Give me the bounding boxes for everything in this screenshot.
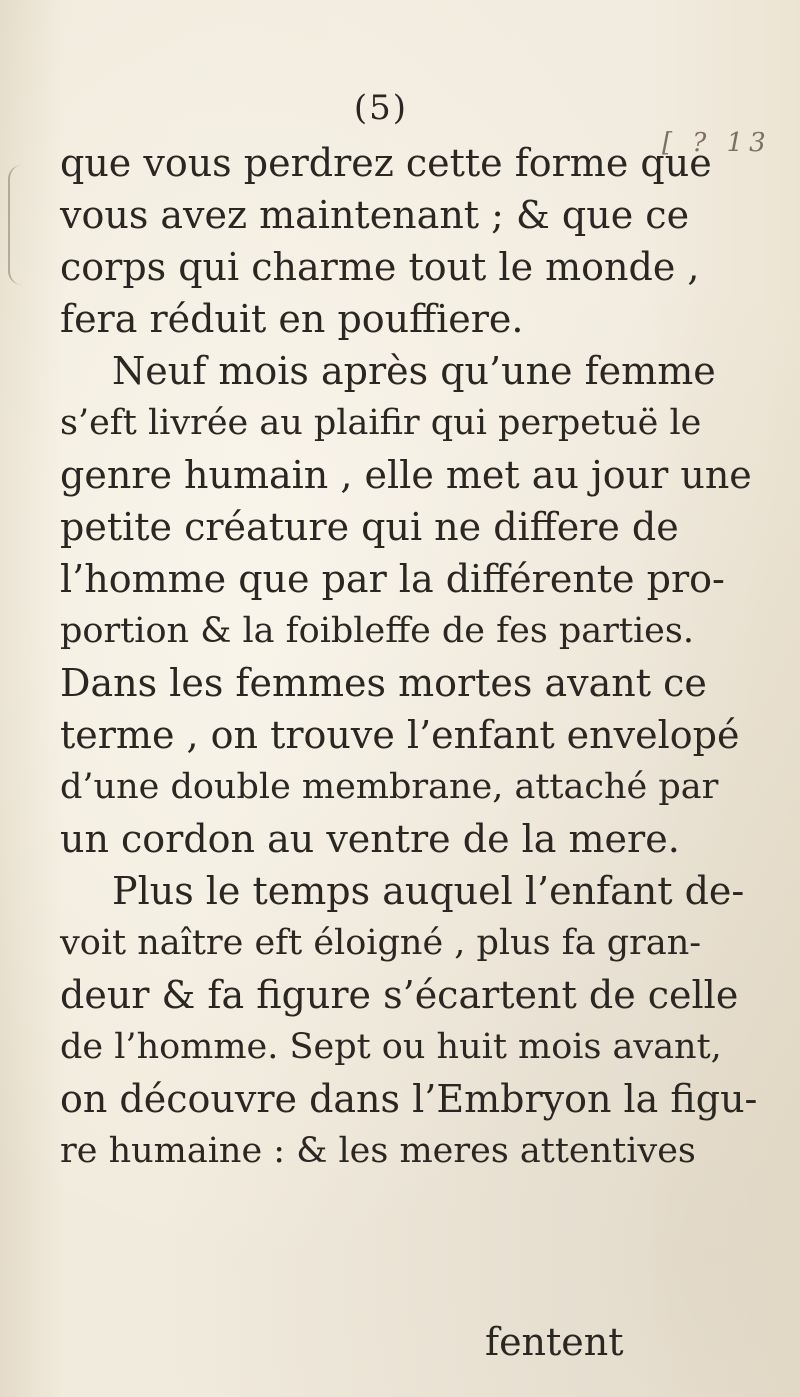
catchword: fentent: [485, 1320, 624, 1364]
text-line: l’homme que par la différente pro-: [60, 557, 725, 601]
text-line: d’une double membrane, attaché par: [60, 767, 719, 807]
text-line: corps qui charme tout le monde ,: [60, 245, 700, 289]
text-line: petite créature qui ne differe de: [60, 505, 679, 549]
text-line: que vous perdrez cette forme que: [60, 141, 712, 185]
text-line: un cordon au ventre de la mere.: [60, 817, 680, 861]
text-line: portion & la foibleffe de fes parties.: [60, 611, 694, 651]
paragraph-start-line: Plus le temps auquel l’enfant de-: [112, 869, 745, 913]
text-line: re humaine : & les meres attentives: [60, 1131, 696, 1171]
text-line: s’eft livrée au plaifir qui perpetuë le: [60, 403, 702, 443]
text-line: genre humain , elle met au jour une: [60, 453, 752, 497]
text-line: on découvre dans l’Embryon la figu-: [60, 1077, 758, 1121]
paragraph-start-line: Neuf mois après qu’une femme: [112, 349, 716, 393]
margin-annotation: [ ? 13: [662, 128, 772, 158]
text-line: voit naître eft éloigné , plus fa gran-: [60, 923, 702, 963]
text-line: deur & fa figure s’écartent de celle: [60, 973, 739, 1017]
text-line: Dans les femmes mortes avant ce: [60, 661, 707, 705]
page-number: (5): [353, 88, 409, 128]
text-line: terme , on trouve l’enfant envelopé: [60, 713, 740, 757]
text-line: vous avez maintenant ; & que ce: [60, 193, 690, 237]
margin-bracket-mark: [8, 165, 32, 285]
text-line: fera réduit en pouffiere.: [60, 297, 524, 341]
text-line: de l’homme. Sept ou huit mois avant,: [60, 1027, 722, 1067]
